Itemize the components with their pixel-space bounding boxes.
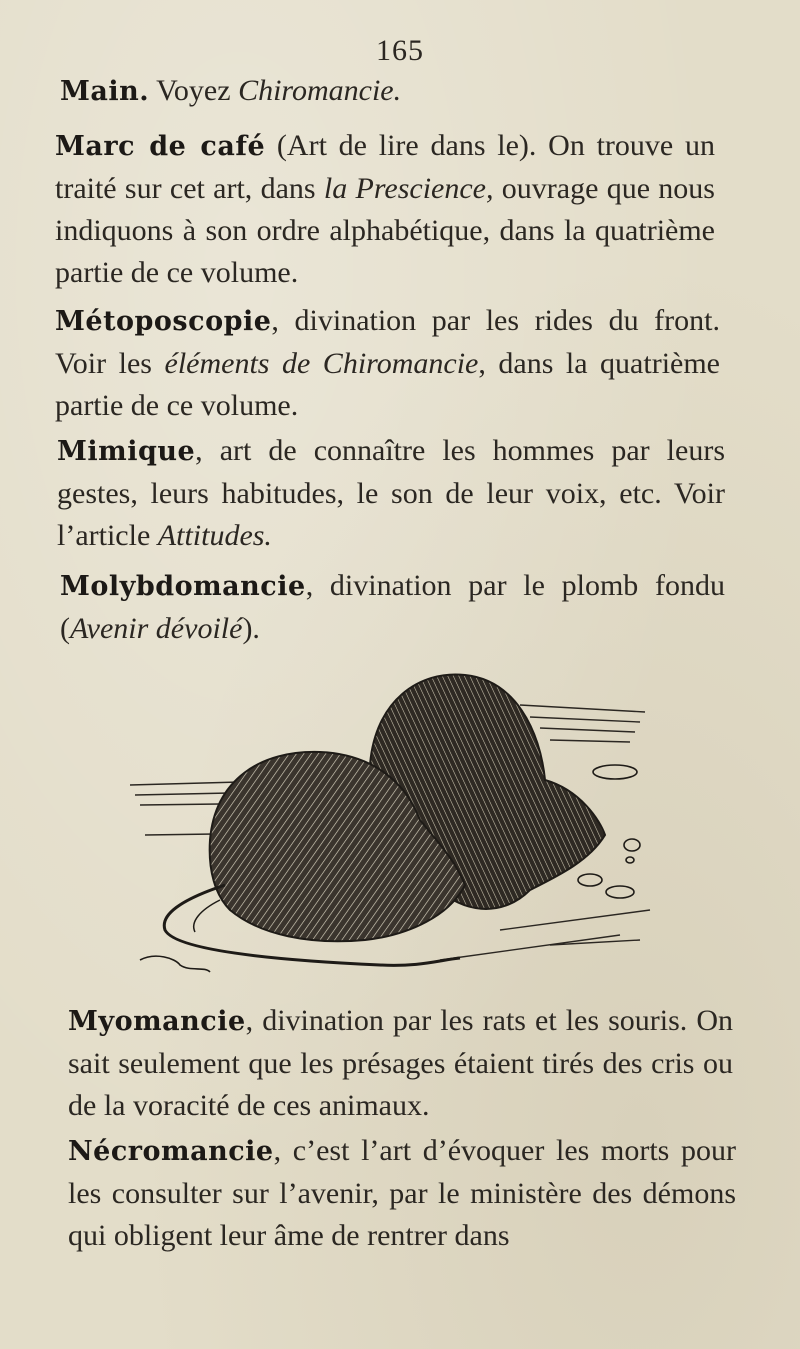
entry-headword: Main. [60, 76, 150, 107]
entry-text: , divination par les rides du front. Voir les [55, 304, 720, 380]
entry-marc-de-cafe [55, 125, 715, 294]
entry-headword: Molybdomancie [60, 571, 306, 602]
entry-text: , c’est l’art d’évoquer les morts pour les consulter sur l’avenir, par le ministère des démons qui obligent leur âme de rentrer dans [68, 1134, 736, 1252]
entry-molybdomancie [60, 565, 725, 650]
entry-text: (Art de lire dans le). On trouve un traité sur cet art, dans [55, 129, 715, 205]
entry-text: Voyez [149, 74, 239, 107]
entry-text: , divination par le plomb fondu ( [60, 569, 725, 645]
entry-headword: Myomancie [68, 1006, 246, 1037]
entry-metoposcopie [55, 300, 720, 427]
entry-reference: Attitudes. [157, 519, 272, 552]
entry-reference: la Prescience, [323, 172, 494, 205]
entry-reference: Avenir dévoilé [70, 612, 243, 645]
entry-text: , art de connaître les hommes par leurs gestes, leurs habitudes, le son de leur voix, etc. Voir l’article [57, 434, 725, 552]
entry-necromancie [68, 1130, 736, 1257]
entry-main [60, 70, 715, 113]
entry-mimique [57, 430, 725, 557]
entry-myomancie [68, 1000, 733, 1127]
entry-text-after: , dans la quatrième partie de ce volume. [55, 347, 721, 422]
entry-reference: éléments de Chiromancie [164, 347, 479, 380]
page-number: 165 [376, 34, 424, 67]
rats-engraving-icon [120, 660, 660, 990]
entry-headword: Métoposcopie [55, 306, 272, 337]
entry-headword: Marc de café [55, 131, 266, 162]
entry-text-after: ouvrage que nous indiquons à son ordre alphabétique, dans la quatrième partie de ce volume. [55, 172, 715, 289]
entry-text: , divination par les rats et les souris. On sait seulement que les présages étaient tirés des cris ou de la voracité de ces animaux. [68, 1004, 733, 1122]
entry-text-after: ). [242, 612, 260, 645]
entry-headword: Nécromancie [68, 1136, 274, 1167]
entry-headword: Mimique [57, 436, 196, 467]
entry-reference: Chiromancie. [238, 74, 402, 107]
